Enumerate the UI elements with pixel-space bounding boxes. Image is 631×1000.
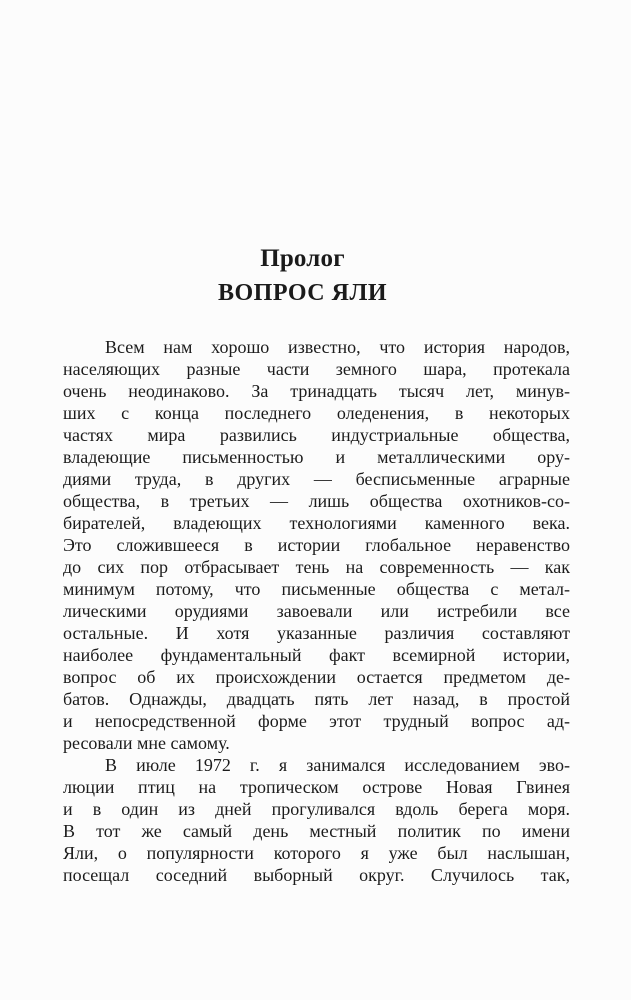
text-line: частях мира развились индустриальные общества, (63, 425, 570, 445)
text-line: до сих пор отбрасывает тень на современность — как (63, 557, 570, 577)
text-line: диями труда, в других — бесписьменные аграрные (63, 469, 570, 489)
text-line: бирателей, владеющих технологиями каменного века. (63, 513, 570, 533)
text-line: остальные. И хотя указанные различия составляют (63, 623, 570, 643)
text-line: люции птиц на тропическом острове Новая Гвинея (63, 777, 570, 797)
text-line: владеющие письменностью и металлическими ору- (63, 447, 570, 467)
text-line: и в один из дней прогуливался вдоль берега моря. (63, 799, 570, 819)
text-line: посещал соседний выборный округ. Случилось так, (63, 865, 570, 885)
chapter-label: Пролог (260, 245, 345, 272)
chapter-title: ВОПРОС ЯЛИ (217, 280, 388, 306)
text-line: населяющих разные части земного шара, протекала (63, 359, 570, 379)
text-line: общества, в третьих — лишь общества охотников-со- (63, 491, 570, 511)
text-line: Яли, о популярности которого я уже был наслышан, (63, 843, 570, 863)
text-line: наиболее фундаментальный факт всемирной истории, (63, 645, 570, 665)
text-line: Это сложившееся в истории глобальное неравенство (63, 535, 570, 555)
text-line: В тот же самый день местный политик по имени (63, 821, 570, 841)
text-line: очень неодинаково. За тринадцать тысяч лет, минув- (63, 381, 570, 401)
text-line: В июле 1972 г. я занимался исследованием эво- (105, 755, 570, 775)
chapter-headings (49, 244, 556, 308)
text-line: минимум потому, что письменные общества с метал- (63, 579, 570, 599)
text-line: и непосредственной форме этот трудный вопрос ад- (63, 711, 570, 731)
text-line: Всем нам хорошо известно, что история народов, (105, 337, 570, 357)
text-line: вопрос об их происхождении остается предметом де- (63, 667, 570, 687)
paragraph (63, 336, 570, 754)
paragraph (63, 754, 570, 886)
body-text (63, 336, 570, 886)
text-line: ресовали мне самому. (63, 733, 230, 753)
text-line: батов. Однажды, двадцать пять лет назад, в простой (63, 689, 570, 709)
text-line: лическими орудиями завоевали или истребили все (63, 601, 570, 621)
text-line: ших с конца последнего оледенения, в некоторых (63, 403, 570, 423)
